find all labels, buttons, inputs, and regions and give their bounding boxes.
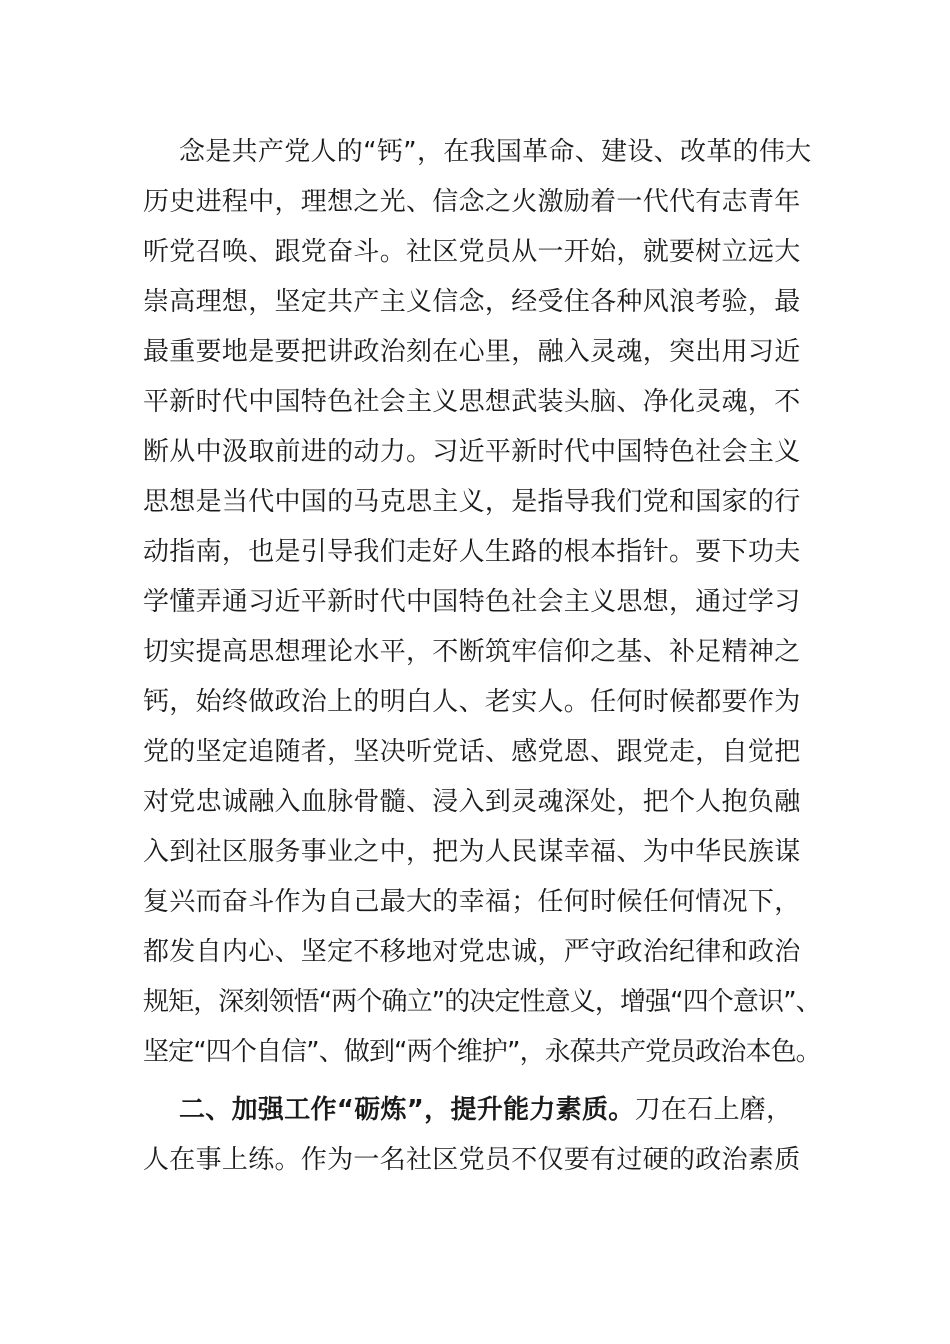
text-line: 都发自内心、坚定不移地对党忠诚，严守政治纪律和政治 bbox=[143, 937, 801, 967]
text-line: 切实提高思想理论水平，不断筑牢信仰之基、补足精神之 bbox=[143, 637, 801, 667]
text-line: 学懂弄通习近平新时代中国特色社会主义思想，通过学习 bbox=[143, 587, 801, 617]
heading-continuation: 刀在石上磨， bbox=[634, 1095, 793, 1125]
text-line: 思想是当代中国的马克思主义，是指导我们党和国家的行 bbox=[143, 487, 801, 517]
text-line: 最重要地是要把讲政治刻在心里，融入灵魂，突出用习近 bbox=[143, 337, 801, 367]
text-line: 听党召唤、跟党奋斗。社区党员从一开始，就要树立远大 bbox=[143, 237, 801, 267]
text-line: 入到社区服务事业之中，把为人民谋幸福、为中华民族谋 bbox=[143, 837, 801, 867]
section-heading: 二、加强工作“砺炼”，提升能力素质。 bbox=[179, 1095, 635, 1125]
paragraph-ideals-faith bbox=[143, 127, 823, 1077]
text-line: 人在事上练。作为一名社区党员不仅要有过硬的政治素质 bbox=[143, 1145, 801, 1175]
text-line: 历史进程中，理想之光、信念之火激励着一代代有志青年 bbox=[143, 187, 801, 217]
text-line: 动指南，也是引导我们走好人生路的根本指针。要下功夫 bbox=[143, 537, 801, 567]
text-line: 崇高理想，坚定共产主义信念，经受住各种风浪考验，最 bbox=[143, 287, 801, 317]
text-line bbox=[143, 1085, 823, 1135]
text-line: 断从中汲取前进的动力。习近平新时代中国特色社会主义 bbox=[143, 437, 801, 467]
text-line: 念是共产党人的“钙”，在我国革命、建设、改革的伟大 bbox=[179, 137, 812, 167]
text-line: 钙，始终做政治上的明白人、老实人。任何时候都要作为 bbox=[143, 687, 801, 717]
text-line: 坚定“四个自信”、做到“两个维护”，永葆共产党员政治本色。 bbox=[143, 1037, 821, 1067]
text-line: 规矩，深刻领悟“两个确立”的决定性意义，增强“四个意识”、 bbox=[143, 987, 821, 1017]
text-line: 对党忠诚融入血脉骨髓、浸入到灵魂深处，把个人抱负融 bbox=[143, 787, 801, 817]
paragraph-work-tempering bbox=[143, 1085, 823, 1185]
text-line: 复兴而奋斗作为自己最大的幸福；任何时候任何情况下， bbox=[143, 887, 801, 917]
text-line: 平新时代中国特色社会主义思想武装头脑、净化灵魂，不 bbox=[143, 387, 801, 417]
text-line: 党的坚定追随者，坚决听党话、感党恩、跟党走，自觉把 bbox=[143, 737, 801, 767]
